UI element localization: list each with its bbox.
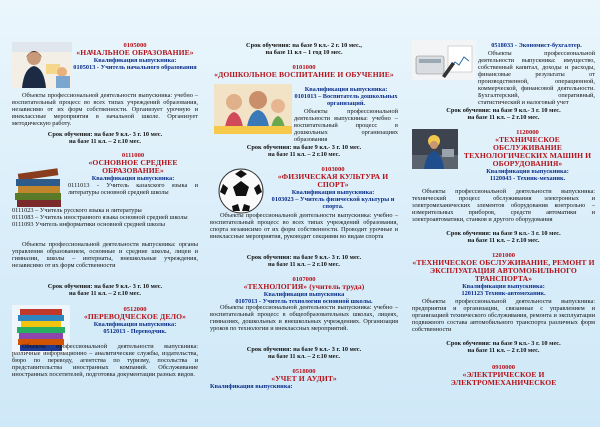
qualification: 0103023 – Учитель физической культуры и спорта.	[271, 196, 395, 211]
section-title: «УЧЕТ И АУДИТ»	[271, 374, 337, 384]
section-description: Объекты профессиональной деятельности выпускника: органы управления образованием, основные и средние школы, лицеи и гимназии, школы – интернаты, внешкольные учреждения, независимо от их форм собственности	[12, 241, 198, 270]
section-title: «ОСНОВНОЕ СРЕДНЕЕ ОБРАЗОВАНИЕ»	[88, 158, 178, 176]
qualification-label: Квалификация выпускника:	[210, 383, 293, 391]
study-term: Срок обучения: на базе 9 кл.- 3 г. 10 мес. на базе 11 кл. – 2 г.10 мес.	[246, 346, 362, 361]
column-left	[10, 0, 198, 427]
soccer-ball-image	[216, 166, 266, 216]
qualification-label: Квалификация выпускника	[263, 291, 345, 299]
qualification: 1120043 - Техник-механик.	[489, 175, 566, 183]
qualification: 0512013 - Переводчик.	[103, 328, 167, 336]
section-description: Объекты профессиональной деятельности выпускника: учебно – воспитательный процесс в дошкольных организациях образования	[294, 108, 398, 144]
study-term: Срок обучения: на базе 9 кл.- 3 г. 10 мес. на базе 11 кл. – 2 г.10 мес.	[446, 107, 561, 122]
section-code: 0101000	[292, 64, 316, 71]
study-term: Срок обучения: на базе 9 кл.- 2 г. 10 мес., на базе 11 кл – 1 год 10 мес.	[246, 42, 362, 57]
section-code: 0518000	[292, 368, 316, 375]
section-title: «ФИЗИЧЕСКАЯ КУЛЬТУРА И СПОРТ»	[277, 172, 389, 190]
section-title: «ЭЛЕКТРИЧЕСКОЕ И ЭЛЕКТРОМЕХАНИЧЕСКОЕ	[450, 370, 557, 388]
study-term: Срок обучения: на базе 9 кл.- 3 г. 10 мес. на базе 11 кл. – 2 г.10 мес.	[446, 230, 561, 245]
qualification: 0101013 – Воспитатель дошкольных организаций.	[294, 93, 398, 108]
qualification-label: Квалификация выпускника:	[93, 321, 177, 329]
qualification: 0111023 – Учитель русского языка и литературы 0111083 – Учитель иностранного языка основной средней школы 0111093 Учитель информатики основной средней школы	[12, 207, 188, 229]
teacher-photo	[12, 42, 72, 88]
qualification: 0111013 - Учитель казахского языка и литературы основной средней школы	[68, 182, 198, 197]
section-code: 0107000	[292, 276, 316, 283]
qualification-label: Квалификация выпускника:	[91, 175, 175, 183]
column-right	[410, 0, 595, 427]
qualification: 0518033 - Экономист-бухгалтер.	[491, 42, 582, 49]
qualification-label: Квалификация выпускника:	[486, 168, 569, 176]
study-term: Срок обучения: на базе 9 кл.- 3 г. 10 мес. на базе 11 кл. – 2 г.10 мес.	[246, 254, 362, 269]
qualification: 0105013 - Учитель начального образования	[73, 64, 197, 72]
section-title: «ДОШКОЛЬНОЕ ВОСПИТАНИЕ И ОБУЧЕНИЕ»	[214, 70, 394, 80]
section-code: 0512000	[123, 306, 147, 313]
section-description-continued	[412, 85, 595, 109]
section-description: Объекты профессиональной деятельности выпускника: учебно – воспитательный процесс во всех типах учреждений образования, спорта независимо от их форм собственности. Проводит урочные и внеклассные мероприятия, руководит секциями во видам спорта	[210, 212, 398, 241]
section-title: «ТЕХНОЛОГИЯ» (учитель труда)	[243, 282, 365, 292]
study-term: Срок обучения: на базе 9 кл.- 3 г. 10 мес. на базе 11 кл. – 2 г.10 мес.	[47, 131, 163, 146]
qualification: 1201123 Техник-автомеханик.	[461, 290, 546, 298]
section-code: 0103000	[321, 166, 345, 173]
study-term: Срок обучения: на базе 9 кл.- 3 г. 10 мес. на базе 11 кл. – 2 г.10 мес.	[246, 144, 362, 159]
qualification: 0107013 - Учитель технологии основной школы.	[235, 298, 373, 306]
section-description: Объекты профессиональной деятельности выпускника: учебно – воспитательный процесс во всех типах учреждений образования, независимо от их форм собственности. Организует урочную и внеклассные мероприятия в начальной школе. Организует методическую работу.	[12, 92, 198, 128]
section-code: 0111000	[121, 152, 145, 159]
section-code: 0105000	[123, 42, 147, 49]
section-description: Объекты профессиональной деятельности выпускника: имущество, собственный капитал, доходы и расходы, финансовые результаты от производственной, операционной, коммерческой, финансовой деятельности. Бухгалтерский, оперативный, статистический и налоговый учет	[478, 50, 595, 107]
section-code: 0910000	[491, 364, 516, 371]
qualification-label: Квалификация выпускника:	[291, 189, 375, 197]
qualification-label: Квалификация выпускника:	[304, 86, 388, 93]
qualification-label: Квалификация выпускника:	[462, 283, 545, 291]
mechanic-photo	[412, 129, 458, 169]
accounting-photo	[412, 40, 476, 80]
study-term: Срок обучения: на базе 9 кл.- 3 г. 10 мес. на базе 11 кл. – 2 г.10 мес.	[446, 340, 561, 355]
section-title: «НАЧАЛЬНОЕ ОБРАЗОВАНИЕ»	[76, 48, 194, 58]
section-description: Объекты профессиональной деятельности выпускника: учебно – воспитательный процесс в общеобразовательных школах, лицеях, гимназиях, дошкольных и внешкольных учреждениях. Организация уроков по технологии и внеклассных мероприятий.	[210, 304, 398, 333]
section-description: Объекты профессиональной деятельности выпускника: различные информационно – аналитические службы, издательства, бюро по переводу, агентства по туризму, посольства и представительства иностранных компаний. Обслуживание иностранных посетителей, подготовка документации разных видов.	[12, 343, 198, 379]
section-code: 1201000	[491, 252, 516, 259]
section-title: «ПЕРЕВОДЧЕСКОЕ ДЕЛО»	[83, 312, 187, 322]
qualification-label: Квалификация выпускника:	[93, 57, 177, 65]
section-title: «ТЕХНИЧЕСКОЕ ОБСЛУЖИВАНИЕ, РЕМОНТ И ЭКСПЛУАТАЦИЯ АВТОМОБИЛЬНОГО ТРАНСПОРТА»	[412, 258, 595, 284]
children-photo	[214, 84, 292, 134]
section-code: 1120000	[516, 129, 539, 136]
section-description: Объекты профессиональной деятельности выпускника: предприятия и организации, связанные с управлением и организацией технического обслуживания, ремонта и эксплуатации подвижного состава автомобильного транспорта различных форм собственности	[412, 298, 595, 334]
section-title: «ТЕХНИЧЕСКОЕ ОБСЛУЖИВАНИЕ ТЕХНОЛОГИЧЕСКИХ МАШИН И ОБОРУДОВАНИЯ»	[463, 135, 592, 169]
books-photo	[12, 163, 68, 209]
study-term: Срок обучения: на базе 9 кл.- 3 г. 10 мес. на базе 11 кл. – 2 г.10 мес.	[47, 283, 163, 298]
column-middle	[210, 0, 398, 427]
section-description: Объекты профессиональной деятельности выпускника: технический процесс обслуживания электронных и электромеханических элементов оборудования контрольно – измерительных приборов, средств автоматики и электроавтоматики, станков и другого оборудования	[412, 188, 595, 224]
